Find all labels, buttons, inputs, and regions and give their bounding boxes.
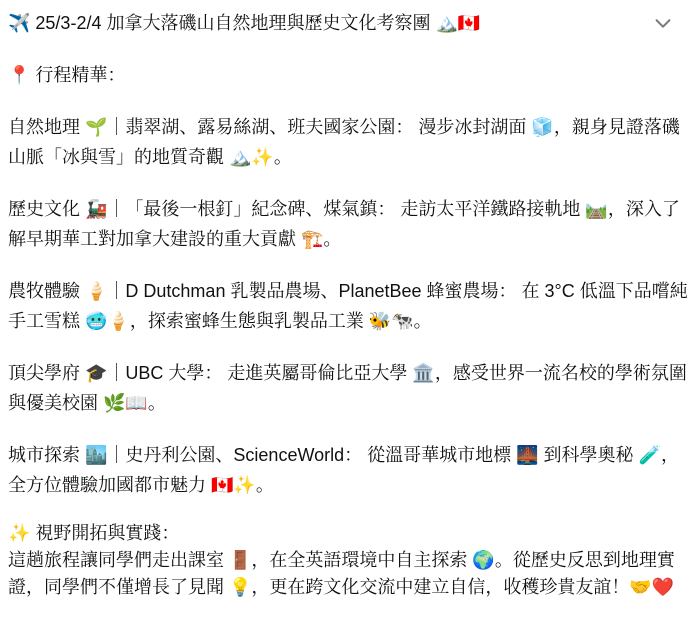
chevron-down-icon bbox=[652, 12, 674, 37]
closing-body: 這趟旅程讓同學們走出課室 🚪，在全英語環境中自主探索 🌍。從歷史反思到地理實證，同學們不僅增長了見聞 💡，更在跨文化交流中建立自信，收穫珍貴友誼！🤝❤️ bbox=[8, 550, 675, 597]
closing-heading: ✨ 視野開拓與實踐： bbox=[8, 523, 180, 543]
paragraph-top-university: 頂尖學府 🎓｜UBC 大學： 走進英屬哥倫比亞大學 🏛️，感受世界一流名校的學術氛圍與優美校園 🌿📖。 bbox=[8, 363, 687, 413]
collapse-section-button[interactable] bbox=[651, 12, 675, 36]
paragraph-city-exploration: 城市探索 🏙️｜史丹利公園、ScienceWorld： 從溫哥華城市地標 🌉 到科學奧秘 🧪，全方位體驗加國都市魅力 🇨🇦✨。 bbox=[8, 445, 679, 495]
closing-section bbox=[8, 520, 689, 601]
page-title: ✈️ 25/3-2/4 加拿大落磯山自然地理與歷史文化考察團 🏔️🇨🇦 bbox=[8, 13, 481, 33]
itinerary-highlights-heading: 📍 行程精華： bbox=[8, 65, 126, 85]
paragraph-nature-geography: 自然地理 🌱｜翡翠湖、露易絲湖、班夫國家公園： 漫步冰封湖面 🧊，親身見證落磯山脈「冰與雪」的地質奇觀 🏔️✨。 bbox=[8, 117, 680, 167]
paragraph-history-culture: 歷史文化 🚂｜「最後一根釘」紀念碑、煤氣鎮： 走訪太平洋鐵路接軌地 🛤️，深入了解早期華工對加拿大建設的重大貢獻 🏗️。 bbox=[8, 199, 680, 249]
paragraph-farm-experience: 農牧體驗 🍦｜D Dutchman 乳製品農場、PlanetBee 蜂蜜農場： 在 3°C 低溫下品嚐純手工雪糕 🥶🍦，探索蜜蜂生態與乳製品工業 🐝🐄。 bbox=[8, 281, 688, 331]
header bbox=[8, 8, 689, 38]
